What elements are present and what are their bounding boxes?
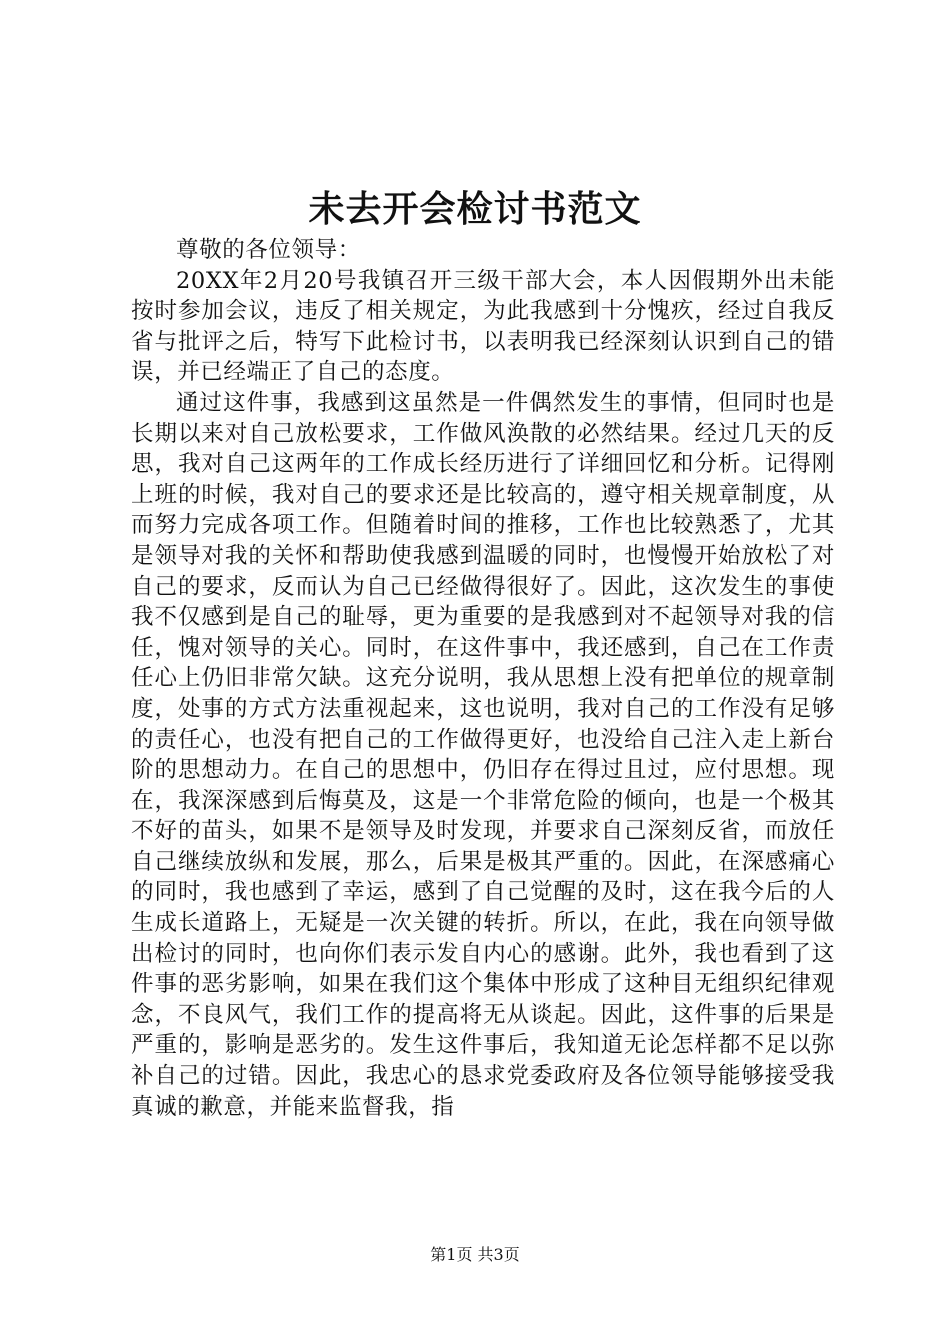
document-body	[131, 235, 835, 1122]
page-footer: 第1页 共3页	[430, 1245, 520, 1264]
paragraph-1: 20XX年2月20号我镇召开三级干部大会，本人因假期外出未能按时参加会议，违反了相关规定，为此我感到十分愧疚，经过自我反省与批评之后，特写下此检讨书，以表明我已经深刻认识到自己的错误，并已经端正了自己的态度。	[131, 267, 835, 386]
document-title: 未去开会检讨书范文	[308, 188, 642, 230]
paragraph-2: 通过这件事，我感到这虽然是一件偶然发生的事情，但同时也是长期以来对自己放松要求，工作做风涣散的必然结果。经过几天的反思，我对自己这两年的工作成长经历进行了详细回忆和分析。记得刚上班的时候，我对自己的要求还是比较高的，遵守相关规章制度，从而努力完成各项工作。但随着时间的推移，工作也比较熟悉了，尤其是领导对我的关怀和帮助使我感到温暖的同时，也慢慢开始放松了对自己的要求，反而认为自己已经做得很好了。因此，这次发生的事使我不仅感到是自己的耻辱，更为重要的是我感到对不起领导对我的信任，愧对领导的关心。同时，在这件事中，我还感到，自己在工作责任心上仍旧非常欠缺。这充分说明，我从思想上没有把单位的规章制度，处事的方式方法重视起来，这也说明，我对自己的工作没有足够的责任心，也没有把自己的工作做得更好，也没给自己注入走上新台阶的思想动力。在自己的思想中，仍旧存在得过且过，应付思想。现在，我深深感到后悔莫及，这是一个非常危险的倾向，也是一个极其不好的苗头，如果不是领导及时发现，并要求自己深刻反省，而放任自己继续放纵和发展，那么，后果是极其严重的。因此，在深感痛心的同时，我也感到了幸运，感到了自己觉醒的及时，这在我今后的人生成长道路上，无疑是一次关键的转折。所以，在此，我在向领导做出检讨的同时，也向你们表示发自内心的感谢。此外，我也看到了这件事的恶劣影响，如果在我们这个集体中形成了这种目无组织纪律观念，不良风气，我们工作的提高将无从谈起。因此，这件事的后果是严重的，影响是恶劣的。发生这件事后，我知道无论怎样都不足以弥补自己的过错。因此，我忠心的恳求党委政府及各位领导能够接受我真诚的歉意，并能来监督我，指	[131, 389, 835, 1120]
salutation: 尊敬的各位领导：	[176, 237, 361, 263]
